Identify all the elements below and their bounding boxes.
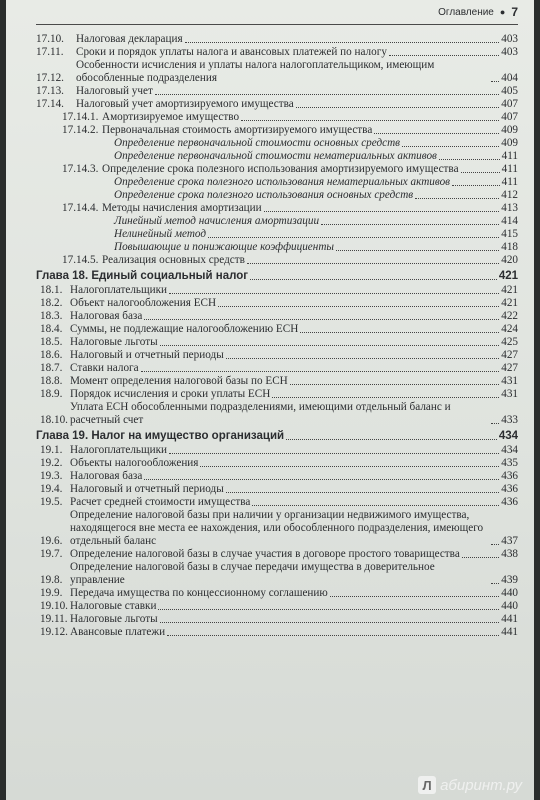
toc-entry <box>36 33 518 46</box>
dot-leader <box>160 622 500 623</box>
dot-leader <box>491 583 499 584</box>
toc-entry-number: 19.5. <box>40 496 63 508</box>
toc-entry-number: 19.1. <box>40 444 63 456</box>
toc-entry-page: 425 <box>501 336 518 348</box>
toc-entry-page: 412 <box>501 189 518 201</box>
toc-entry-title: Реализация основных средств <box>102 254 245 266</box>
toc-entry-number: 19.3. <box>40 470 63 482</box>
toc-entry-page: 435 <box>501 457 518 469</box>
toc-entry <box>36 509 518 548</box>
dot-leader <box>321 224 499 225</box>
toc-entry-page: 413 <box>501 202 518 214</box>
toc-entry <box>36 137 518 150</box>
toc-entry-title: Ставки налога <box>70 362 139 374</box>
toc-entry-title: Глава 18. Единый социальный налог <box>36 270 249 282</box>
toc-entry-page: 414 <box>501 215 518 227</box>
toc-entry-number: 18.2. <box>40 297 63 309</box>
toc-entry <box>36 202 518 215</box>
running-head-section: Оглавление <box>438 6 494 18</box>
toc-entry-title: Особенности исчисления и уплаты налога налогоплательщиком, имеющим обособленные подразделения <box>76 59 435 84</box>
toc-entry <box>36 189 518 202</box>
dot-leader <box>491 544 499 545</box>
toc-entry-title: Определение первоначальной стоимости основных средств <box>114 137 401 149</box>
toc-entry-title: Авансовые платежи <box>70 626 166 638</box>
toc-entry-number: 19.6. <box>40 535 63 547</box>
toc-entry-page: 439 <box>501 574 518 586</box>
toc-entry-number: 19.12. <box>40 626 68 638</box>
toc-entry-page: 437 <box>501 535 518 547</box>
toc-chapter-entry <box>36 430 518 443</box>
dot-leader <box>402 146 499 147</box>
toc-entry-number: 17.12. <box>36 72 64 84</box>
toc-entry-title: Налоговый учет амортизируемого имущества <box>76 98 294 110</box>
toc-entry <box>36 284 518 297</box>
toc-entry-number: 18.8. <box>40 375 63 387</box>
toc-entry-number: 17.13. <box>36 85 64 97</box>
toc-entry-title: Налоговые льготы <box>70 613 158 625</box>
dot-leader <box>218 306 499 307</box>
toc-entry <box>36 401 518 427</box>
toc-entry-page: 436 <box>501 496 518 508</box>
toc-entry-title: Повышающие и понижающие коэффициенты <box>114 241 334 253</box>
toc-entry-page: 434 <box>498 430 518 442</box>
toc-entry-title: Суммы, не подлежащие налогообложению ЕСН <box>70 323 299 335</box>
toc-entry-page: 421 <box>498 270 518 282</box>
toc-entry-number: 18.5. <box>40 336 63 348</box>
toc-entry-page: 431 <box>501 375 518 387</box>
toc-entry-title: Момент определения налоговой базы по ЕСН <box>70 375 288 387</box>
bullet-icon: ● <box>499 7 506 17</box>
toc-entry-page: 427 <box>501 362 518 374</box>
dot-leader <box>374 133 499 134</box>
toc-entry-number: 19.9. <box>40 587 63 599</box>
toc-entry <box>36 561 518 587</box>
toc-entry <box>36 587 518 600</box>
toc-entry-title: Определение налоговой базы в случае участия в договоре простого товарищества <box>70 548 460 560</box>
dot-leader <box>415 198 499 199</box>
toc-entry-number: 17.14.1. <box>62 111 99 123</box>
toc-entry-title: Глава 19. Налог на имущество организаций <box>36 430 285 442</box>
toc-entry-page: 407 <box>501 111 518 123</box>
toc-entry <box>36 362 518 375</box>
toc-entry-page: 405 <box>501 85 518 97</box>
toc-entry-number: 17.14.2. <box>62 124 99 136</box>
toc-entry <box>36 176 518 189</box>
dot-leader <box>226 492 500 493</box>
toc-entry <box>36 150 518 163</box>
toc-entry-title: Определение срока полезного использования амортизируемого имущества <box>102 163 459 175</box>
dot-leader <box>158 609 499 610</box>
toc-entry <box>36 124 518 137</box>
toc-entry-page: 433 <box>501 414 518 426</box>
toc-entry <box>36 241 518 254</box>
toc-entry <box>36 496 518 509</box>
toc-entry-page: 438 <box>501 548 518 560</box>
watermark <box>418 776 522 794</box>
toc-entry-title: Определение срока полезного использования основных средств <box>114 189 414 201</box>
toc-entry <box>36 254 518 267</box>
watermark-text: абиринт.ру <box>440 776 522 794</box>
toc-entry-title: Первоначальная стоимость амортизируемого имущества <box>102 124 373 136</box>
toc-entry-page: 441 <box>501 626 518 638</box>
toc-entry-page: 418 <box>501 241 518 253</box>
toc-entry-title: Уплата ЕСН обособленными подразделениями, имеющими отдельный баланс и расчетный счет <box>70 401 451 426</box>
dot-leader <box>226 358 500 359</box>
running-head <box>36 0 518 25</box>
toc-entry <box>36 548 518 561</box>
toc-entry <box>36 336 518 349</box>
toc-entry-title: Налоговый учет <box>76 85 153 97</box>
toc-entry-number: 18.3. <box>40 310 63 322</box>
toc-entry-page: 434 <box>501 444 518 456</box>
toc-chapter-entry <box>36 270 518 283</box>
dot-leader <box>144 319 499 320</box>
toc-entry-title: Определение налоговой базы при наличии у организации недвижимого имущества, находящегося вне места ее нахождения, или обособленного подразделения, имеющего отдельный баланс <box>70 509 484 547</box>
dot-leader <box>185 42 500 43</box>
dot-leader <box>439 159 500 160</box>
toc-entry-title: Объект налогообложения ЕСН <box>70 297 217 309</box>
dot-leader <box>389 55 499 56</box>
toc-entry <box>36 470 518 483</box>
dot-leader <box>167 635 499 636</box>
dot-leader <box>200 466 499 467</box>
dot-leader <box>452 185 500 186</box>
toc-entry-number: 17.14.5. <box>62 254 99 266</box>
toc-entry-title: Налоговая база <box>70 310 143 322</box>
toc-entry-title: Налогоплательщики <box>70 444 168 456</box>
toc-entry <box>36 297 518 310</box>
toc-entry <box>36 388 518 401</box>
dot-leader <box>286 439 497 440</box>
dot-leader <box>330 596 499 597</box>
dot-leader <box>264 211 500 212</box>
toc-entry-title: Расчет средней стоимости имущества <box>70 496 251 508</box>
toc-entry-page: 421 <box>501 284 518 296</box>
toc-entry-page: 436 <box>501 470 518 482</box>
toc-entry-page: 403 <box>501 46 518 58</box>
toc-entry <box>36 323 518 336</box>
toc-entry-number: 17.14.3. <box>62 163 99 175</box>
toc-entry-number: 19.10. <box>40 600 68 612</box>
toc-entry-page: 441 <box>501 613 518 625</box>
toc-entry-page: 422 <box>501 310 518 322</box>
toc-entry <box>36 215 518 228</box>
toc-entry-page: 403 <box>501 33 518 45</box>
dot-leader <box>141 371 500 372</box>
toc-entry-number: 17.10. <box>36 33 64 45</box>
toc-entry-title: Определение первоначальной стоимости нематериальных активов <box>114 150 437 162</box>
toc-entry-title: Объекты налогообложения <box>70 457 199 469</box>
toc-entry-page: 440 <box>501 600 518 612</box>
toc-entry-number: 18.9. <box>40 388 63 400</box>
toc-entry-title: Порядок исчисления и сроки уплаты ЕСН <box>70 388 271 400</box>
dot-leader <box>155 94 499 95</box>
dot-leader <box>462 557 499 558</box>
toc-entry <box>36 163 518 176</box>
toc-entry-page: 436 <box>501 483 518 495</box>
toc-entry <box>36 111 518 124</box>
labirint-logo-icon: Л <box>418 776 436 794</box>
dot-leader <box>241 120 499 121</box>
dot-leader <box>300 332 499 333</box>
toc-entry-number: 17.11. <box>36 46 64 58</box>
dot-leader <box>491 423 499 424</box>
toc-entry-page: 411 <box>501 163 518 175</box>
dot-leader <box>144 479 499 480</box>
toc-entry <box>36 626 518 639</box>
toc-entry-page: 409 <box>501 124 518 136</box>
toc-entry-number: 19.11. <box>40 613 68 625</box>
dot-leader <box>296 107 499 108</box>
toc-entry-page: 431 <box>501 388 518 400</box>
dot-leader <box>208 237 499 238</box>
toc-entry-title: Сроки и порядок уплаты налога и авансовых платежей по налогу <box>76 46 387 58</box>
toc-entry-title: Налогоплательщики <box>70 284 168 296</box>
toc-entry-title: Налоговая декларация <box>76 33 183 45</box>
toc-entry-page: 404 <box>501 72 518 84</box>
toc-entry-page: 409 <box>501 137 518 149</box>
toc-entry-title: Нелинейный метод <box>114 228 207 240</box>
toc-entry-page: 407 <box>501 98 518 110</box>
dot-leader <box>169 293 499 294</box>
toc-entry <box>36 444 518 457</box>
toc-entry <box>36 600 518 613</box>
toc-entry <box>36 613 518 626</box>
toc-entry-page: 440 <box>501 587 518 599</box>
toc-entry-title: Налоговая база <box>70 470 143 482</box>
toc-entry <box>36 98 518 111</box>
book-page <box>6 0 534 800</box>
dot-leader <box>169 453 499 454</box>
toc-entry-number: 18.1. <box>40 284 63 296</box>
toc-entry <box>36 457 518 470</box>
toc-entry-number: 19.8. <box>40 574 63 586</box>
toc-entry-number: 19.7. <box>40 548 63 560</box>
toc-entry-number: 17.14.4. <box>62 202 99 214</box>
toc-entry-page: 411 <box>501 176 518 188</box>
toc-entry-page: 420 <box>501 254 518 266</box>
dot-leader <box>461 172 500 173</box>
dot-leader <box>336 250 499 251</box>
toc-entry-number: 18.4. <box>40 323 63 335</box>
toc-entry-number: 18.10. <box>40 414 68 426</box>
toc-entry-title: Методы начисления амортизации <box>102 202 262 214</box>
toc-entry-title: Передача имущества по концессионному соглашению <box>70 587 328 599</box>
toc-entry-page: 427 <box>501 349 518 361</box>
toc-entry-title: Налоговый и отчетный периоды <box>70 483 224 495</box>
toc-entry <box>36 59 518 85</box>
dot-leader <box>252 505 499 506</box>
dot-leader <box>290 384 499 385</box>
dot-leader <box>272 397 499 398</box>
toc-entry-title: Налоговые льготы <box>70 336 158 348</box>
dot-leader <box>247 263 499 264</box>
toc-entry-page: 421 <box>501 297 518 309</box>
toc-entry-title: Амортизируемое имущество <box>102 111 240 123</box>
toc-entry-number: 19.4. <box>40 483 63 495</box>
toc-entry <box>36 483 518 496</box>
toc-entry-number: 18.7. <box>40 362 63 374</box>
toc-entry-title: Налоговые ставки <box>70 600 157 612</box>
table-of-contents <box>36 33 518 639</box>
toc-entry-page: 411 <box>501 150 518 162</box>
dot-leader <box>250 279 497 280</box>
toc-entry-number: 18.6. <box>40 349 63 361</box>
toc-entry-title: Определение налоговой базы в случае передачи имущества в доверительное управление <box>70 561 435 586</box>
toc-entry-title: Линейный метод начисления амортизации <box>114 215 320 227</box>
toc-entry-number: 19.2. <box>40 457 63 469</box>
toc-entry-page: 424 <box>501 323 518 335</box>
toc-entry <box>36 349 518 362</box>
toc-entry <box>36 310 518 323</box>
toc-entry <box>36 375 518 388</box>
toc-entry-number: 17.14. <box>36 98 64 110</box>
toc-entry <box>36 46 518 59</box>
dot-leader <box>491 81 499 82</box>
toc-entry <box>36 85 518 98</box>
toc-entry-title: Определение срока полезного использования нематериальных активов <box>114 176 451 188</box>
toc-entry-title: Налоговый и отчетный периоды <box>70 349 224 361</box>
toc-entry <box>36 228 518 241</box>
dot-leader <box>160 345 500 346</box>
page-number: 7 <box>511 5 518 19</box>
toc-entry-page: 415 <box>501 228 518 240</box>
